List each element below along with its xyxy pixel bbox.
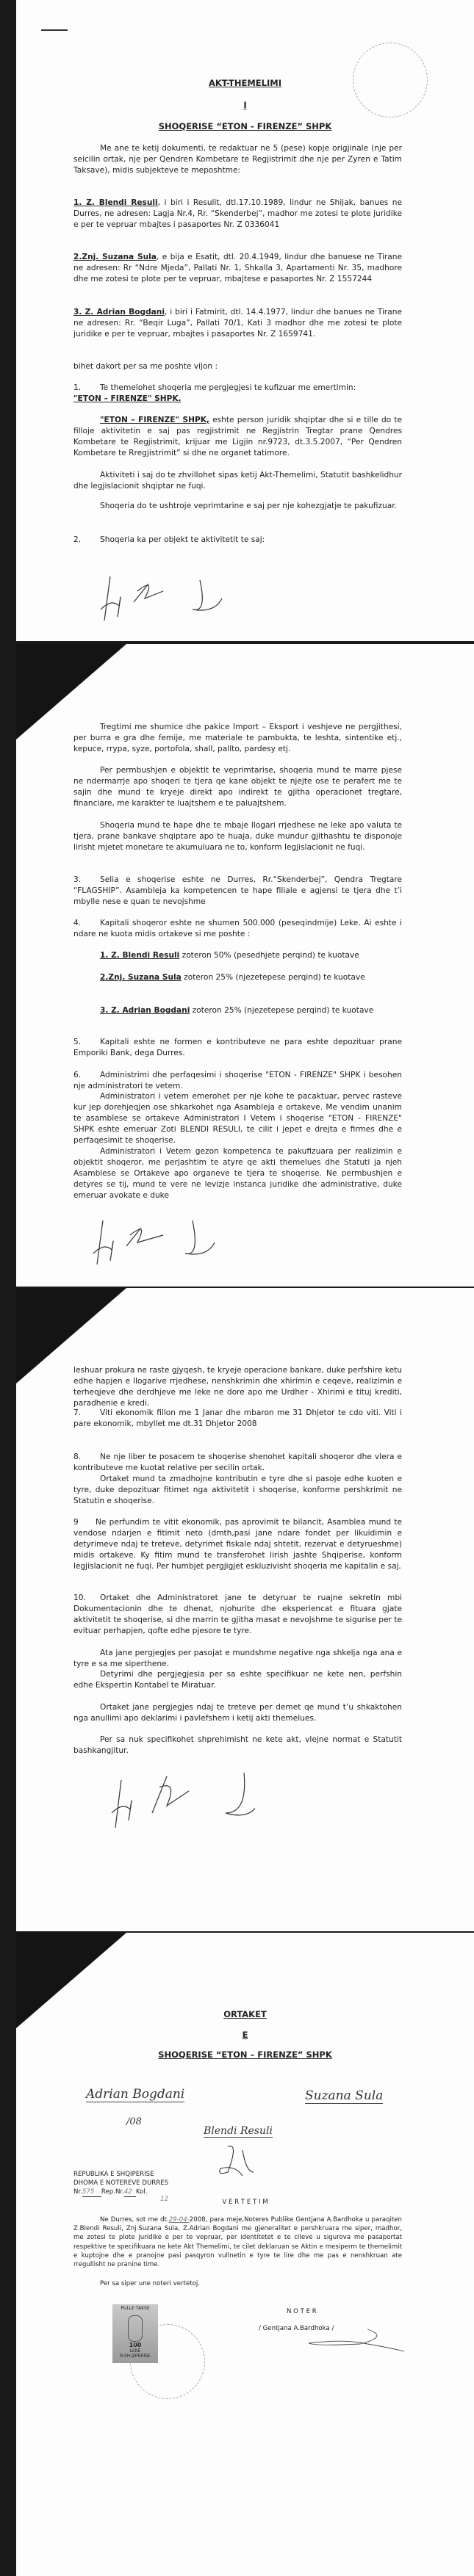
party-1: 1. Z. Blendi Resuli, i biri i Resulit, dtl.17.10.1989, lindur ne Shijak, banues ne Durres, ne adresen: Lagja Nr.4, Rr. “Skenderbej”, madhor me zotesi te plote juridike e per te vepruar mbajtes i pasaportes Nr. Z 0336041	[73, 198, 403, 229]
republic-label: REPUBLIKA E SHQIPERISE	[73, 2171, 154, 2178]
accounts-paragraph: Shoqeria mund te hape dhe te mbaje llogari rrjedhese ne leke apo valuta te tjera, prane bankave shqiptare apo te huaja, duke mundur gjithashtu te disponoje lirisht mjetet monetare te akumuluara ne to, konform legjislacionit ne fuqi.	[73, 821, 402, 852]
party-3: 3. Z. Adrian Bogdani, i biri i Fatmirit, dtl. 14.4.1977, lindur dhe banues ne Tirane ne adresen: Rr. “Beqir Luga”, Pallati 70/1, Kati 3 madhor dhe me zotesi te plote juridike e per te vepruar, mbajtes i pasaportes Nr. Z 1659741.	[73, 308, 403, 339]
activity-paragraph: Aktiviteti i saj do te zhvillohet sipas ketij Akt-Themelimi, Statutit bashkelidhur dhe legjislacionit shqiptar ne fuqi.	[73, 471, 402, 491]
handwritten-name-resuli: Blendi Resuli	[204, 2125, 273, 2137]
statute-paragraph: Per sa nuk specifikohet shprehimisht ne kete akt, vlejne normat e Statutit bashkangjitur.	[73, 1735, 402, 1755]
page-1	[16, 0, 474, 641]
article-1: 1. Te themelohet shoqeria me pergjegjesi te kufizuar me emertimin: "ETON – FIRENZE" SHPK.	[73, 383, 356, 403]
agreement-line: bihet dakort per sa me poshte vijon :	[73, 362, 218, 371]
partner-signatures	[97, 569, 244, 628]
article-10: 10. Ortaket dhe Administratoret jane te detyruar te ruajne sekretin mbi Dokumentacionin dhe te dhenat, njohurite dhe eksperiencat e fituara gjate aktivitetit te shoqerise, si dhe marrin te gjitha masat e nevojshme te sigurise per te evituar perhapjen, qofte edhe pjesore te tyre.	[73, 1593, 402, 1635]
page-4	[16, 1933, 474, 2576]
company-heading: SHOQERISE “ETON – FIRENZE” SHPK	[158, 2049, 332, 2060]
partners-title: ORTAKET	[223, 2009, 267, 2019]
page-2	[16, 644, 474, 1287]
article-2: 2. Shoqeria ka per objekt te aktivitetit te saj:	[73, 535, 265, 544]
third-party-paragraph: Ortaket jane pergjegjes ndaj te treteve per demet qe mund t’u shkaktohen nga anullimi apo deklarimi i pavlefshem i ketij akti themelues.	[73, 1703, 402, 1723]
partner-signatures	[90, 1213, 237, 1272]
handwritten-name-bogdani: Adrian Bogdani	[86, 2087, 185, 2102]
article-6: 6. Administrimi dhe perfaqesimi i shoqerise "ETON - FIRENZE" SHPK i besohen nje administratori te vetem.	[73, 1071, 402, 1090]
notary-label: N O T E R	[287, 2308, 317, 2315]
administrator-paragraph: Administratori i vetem emerohet per nje kohe te pacaktuar, pervec rasteve kur jep dorehjeqjen ose shkarkohet nga Asambleja e ortakeve. Me vendim unanim te asamblese se ortakeve Administratori I Vetem i shoqerise "ETON - FIRENZE" SHPK eshte emeruar Zoti BLENDI RESULI, te cilit i jepet e drejta e firmes dhe e perfaqesimit te shoqerise.	[73, 1092, 402, 1145]
partner-signatures	[108, 1769, 255, 1835]
party-name: 3. Z. Adrian Bogdani	[73, 308, 165, 316]
fulfilment-paragraph: Per permbushjen e objektit te veprimtarise, shoqeria mund te marre pjese ne ndermarrje apo shoqeri te tjera qe kane objekt te njejte ose te perafert me te sajin dhe mund te kryeje direkt apo indirekt te gjitha operacionet tregtare, financiare, me karakter te luajtshem e te paluajtshem.	[73, 766, 402, 808]
notary-closing: Per sa siper une noteri vertetoj.	[100, 2280, 201, 2287]
duty-paragraph: Detyrimi dhe pergjegjesia per sa eshte specifikuar ne kete nen, perfshin edhe Ekspertin Kontabel te Miratuar.	[73, 1670, 402, 1690]
page-3	[16, 1288, 474, 1931]
increase-paragraph: Ortaket mund ta zmadhojne kontributin e tyre dhe si pasoje edhe kuoten e tyre, duke depozituar fitimet nga aktivitetit i shoqerise, konforme pershkrimit ne Statutin e shoqerise.	[73, 1475, 402, 1505]
party-name: 2.Znj. Suzana Sula	[73, 253, 157, 261]
intro-paragraph: Me ane te ketij dokumenti, te redaktuar ne 5 (pese) kopje origjinale (nje per seicilin ortak, nje per Qendren Kombetare te Regjistrimit dhe nje per Zyren e Tatim Taksave), midis subjekteve te meposhtme:	[73, 144, 402, 175]
tax-stamp: PULLE TAKSE 100 LEKE R.SHQIPERISE	[112, 2304, 158, 2363]
duration-paragraph: Shoqeria do te ushtroje veprimtarine e saj per nje kohezgjatje te pakufizuar.	[100, 502, 397, 510]
margin-mark	[41, 29, 68, 31]
partners-title-e: E	[242, 2030, 248, 2040]
registration-numbers: Nr.575 Rep.Nr.42 Kol. 12	[73, 2188, 168, 2203]
notary-chamber-label: DHOMA E NOTEREVE DURRES	[73, 2179, 169, 2187]
document-title: AKT-THEMELIMI	[208, 78, 281, 88]
notary-certification-text: Ne Durres, sot me dt.29-04-2008, para meje,Noteres Publike Gentjana A.Bardhoka u paraqiten Z.Blendi Resuli, Znj.Suzana Sula, Z.Adrian Bogdani me gjeneralitet e pershkruara me siper, madhor, me zotesi te plote juridike e per te vepruar, per identitetet e te cileve u sigurova me pasaportat respektive te specifikuara ne kete Akt Themelimi, te cilet deklaruan se Aktin e mesiperm te themelimit e kuptojne dhe e pranojne pasi pasqyron vullnetin e tyre te lire dhe me pas e nenshkruan ate rregullisht ne pranine time.	[73, 2216, 402, 2269]
article-9: 9 Ne perfundim te vitit ekonomik, pas aprovimit te bilancit, Asamblea mund te vendose ndarjen e fitimit neto (dmth,pasi jane ndare fondet per likuidimin e detyrimeve ndaj te treteve, detyrimet fiskale ndaj shtetit, rezervat e detyrueshme) midis ortakeve. Ky fitim mund te transferohet lirish jashte Shqiperise, konform legjislacionit ne fuqi. Per humbjet pergjigjet eskluzivisht shoqeria me kapitalin e saj.	[73, 1518, 402, 1571]
handwritten-name-sula: Suzana Sula	[305, 2088, 384, 2103]
article-8: 8. Ne nje liber te posacem te shoqerise shenohet kapitali shoqeror dhe vlera e kontributeve me kuotat relative per secilin ortak.	[73, 1452, 402, 1472]
certification-heading: V E R T E T I M	[222, 2199, 268, 2206]
share-3: 3. Z. Adrian Bogdani zoteron 25% (njezetepese perqind) te kuotave	[100, 1006, 374, 1015]
administrator-powers-paragraph: Administratori i Vetem gezon kompetenca te pakufizuara per realizimin e objektit shoqeror, me perjashtim te atyre qe akti themelues dhe Statuti ja njeh Asamblese se Ortakeve apo organeve te tjera te shoqerise. Ne permbushjen e detyres se tij, mund te vere ne levizje instanca juridike dhe administrative, duke emeruar avokate e duke	[73, 1147, 402, 1200]
document-title-roman: I	[243, 100, 247, 110]
article-1-paragraph: "ETON – FIRENZE" SHPK, eshte person juridik shqiptar dhe si e tille do te filloje aktivitetin e saj pas regjistrimit ne Regjistrin Tregtar prane Qendres Kombetare te Regjistrimit, krijuar me Ligjin nr.9723, dt.3.5.2007, “Per Qendren Kombetare te Rregjistrimit” si dhe ne organet tatimore.	[73, 416, 402, 457]
article-5: 5. Kapitali eshte ne formen e kontributeve ne para eshte depozituar prane Emporiki Bank, dega Durres.	[73, 1038, 402, 1057]
object-paragraph: Tregtimi me shumice dhe pakice Import – Eksport i veshjeve ne pergjithesi, per burra e gra dhe femije, me materiale te pambukta, te leshta, sintentike etj., kepuce, rrypa, syze, portofola, shall, pallto, pardesy etj.	[73, 723, 402, 753]
share-1: 1. Z. Blendi Resuli zoteron 50% (pesedhjete perqind) te kuotave	[100, 951, 359, 960]
notary-seal-stamp	[130, 2324, 205, 2399]
share-2: 2.Znj. Suzana Sula zoteron 25% (njezetepese perqind) te kuotave	[100, 973, 365, 982]
article-4: 4. Kapitali shoqeror eshte ne shumen 500.000 (peseqindmije) Leke. Ai eshte i ndare ne kuota midis ortakeve si me poshte :	[73, 919, 402, 938]
party-2: 2.Znj. Suzana Sula, e bija e Esatit, dtl. 20.4.1949, lindur dhe banuese ne Tirane ne adresen: Rr “Ndre Mjeda”, Pallati Nr. 1, Shkalla 3, Apartamenti Nr. 35, madhore dhe me zotesi te plote per te vepruar, mbajtese e pasaportes Nr. Z 1557244	[73, 253, 402, 283]
notary-name: / Gentjana A.Bardhoka /	[259, 2325, 334, 2332]
company-heading: SHOQERISE “ETON - FIRENZE” SHPK	[158, 121, 332, 131]
handwritten-date-mark: /08	[126, 2116, 142, 2127]
notary-name-signature	[287, 2326, 412, 2355]
article-3: 3. Selia e shoqerise eshte ne Durres, Rr.“Skenderbej”, Qendra Tregtare “FLAGSHIP”. Asambleja ka kompetencen te hape filiale e agjensi te tjera dhe t’i mbylle nese e quan te nevojshme	[73, 875, 402, 906]
liability-paragraph: Ata jane pergjegjes per pasojat e mundshme negative nga shkelja nga ana e tyre e sa me siperthene.	[73, 1649, 402, 1668]
article-7: 7. Viti ekonomik fillon me 1 Janar dhe mbaron me 31 Dhjetor te cdo viti. Viti i pare ekonomik, mbyllet me dt.31 Dhjetor 2008	[73, 1408, 402, 1428]
party-name: 1. Z. Blendi Resuli	[73, 198, 158, 207]
continuation-paragraph: leshuar prokura ne raste gjyqesh, te kryeje operacione bankare, duke perfshire ketu edhe hapjen e llogarive rrjedhese, nenshkrimin dhe xhirimin e ceqeve, realizimin e terheqjeve dhe derdhjeve me leke ne dore apo me Urdher - Xhirimi e tituj krediti, paradhenie e kredi.	[73, 1366, 402, 1408]
